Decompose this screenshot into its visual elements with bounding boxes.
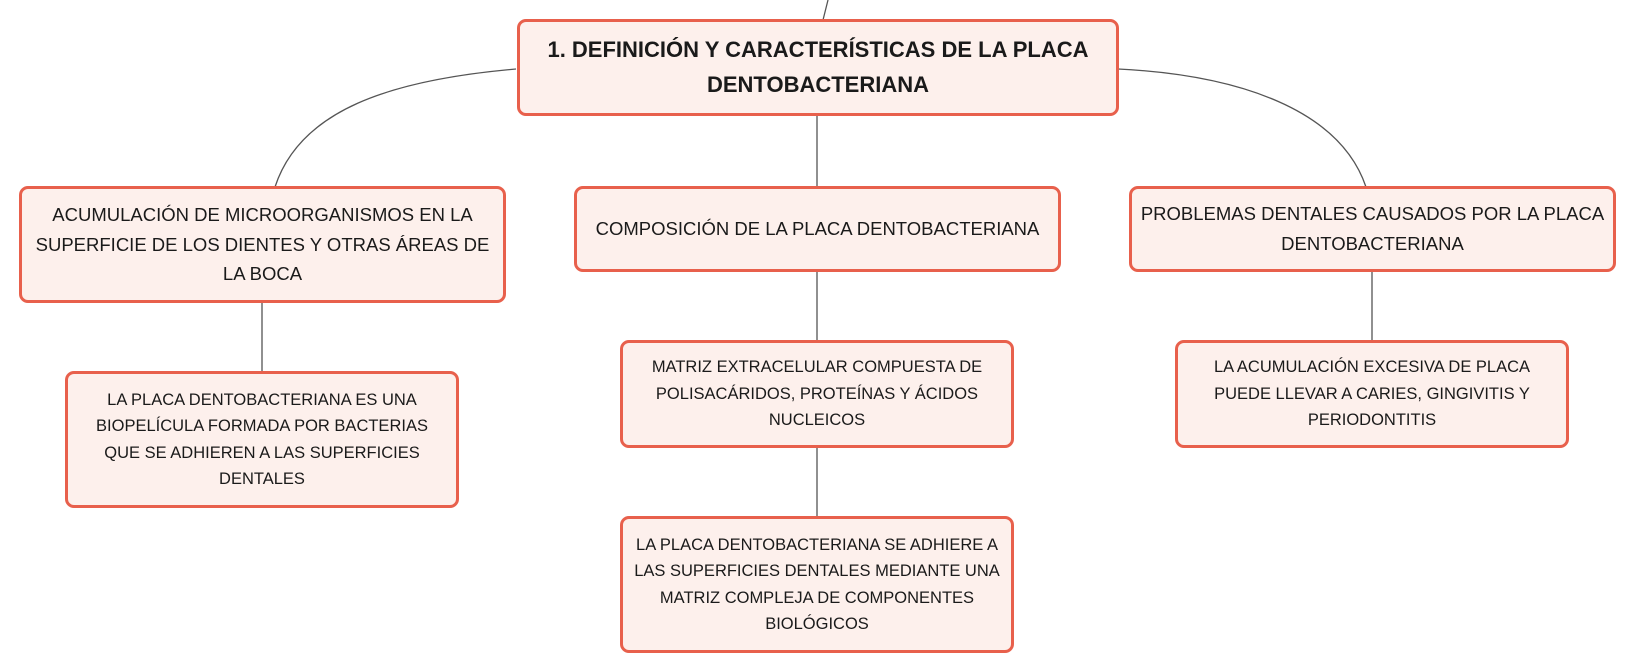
leaf-node-text: LA PLACA DENTOBACTERIANA SE ADHIERE A LAS SUPERFICIES DENTALES MEDIANTE UNA MATRIZ COMPLEJA DE COMPONENTES BIOLÓGICOS bbox=[634, 535, 1000, 633]
branch-node-text: COMPOSICIÓN DE LA PLACA DENTOBACTERIANA bbox=[595, 218, 1040, 240]
root-node-text: 1. DEFINICIÓN Y CARACTERÍSTICAS DE LA PLACA DENTOBACTERIANA bbox=[547, 37, 1089, 97]
leaf-node-biofilm[interactable] bbox=[65, 371, 459, 508]
leaf-node-extracellular-matrix[interactable] bbox=[620, 340, 1014, 448]
branch-node-text: PROBLEMAS DENTALES CAUSADOS POR LA PLACA DENTOBACTERIANA bbox=[1140, 203, 1605, 254]
leaf-node-dental-problems[interactable] bbox=[1175, 340, 1569, 448]
branch-node-problems[interactable] bbox=[1129, 186, 1616, 272]
connector-root-branch-1 bbox=[275, 69, 516, 187]
connector-to-parent bbox=[823, 0, 828, 20]
branch-node-composition[interactable] bbox=[574, 186, 1061, 272]
leaf-node-adhesion[interactable] bbox=[620, 516, 1014, 653]
root-node[interactable] bbox=[517, 19, 1119, 116]
leaf-node-text: MATRIZ EXTRACELULAR COMPUESTA DE POLISACÁRIDOS, PROTEÍNAS Y ÁCIDOS NUCLEICOS bbox=[651, 358, 983, 430]
leaf-node-text: LA PLACA DENTOBACTERIANA ES UNA BIOPELÍCULA FORMADA POR BACTERIAS QUE SE ADHIEREN A LAS SUPERFICIES DENTALES bbox=[96, 390, 428, 488]
leaf-node-text: LA ACUMULACIÓN EXCESIVA DE PLACA PUEDE LLEVAR A CARIES, GINGIVITIS Y PERIODONTITIS bbox=[1213, 358, 1531, 430]
connector-root-branch-3 bbox=[1118, 69, 1366, 187]
branch-node-accumulation[interactable] bbox=[19, 186, 506, 303]
branch-node-text: ACUMULACIÓN DE MICROORGANISMOS EN LA SUPERFICIE DE LOS DIENTES Y OTRAS ÁREAS DE LA BOCA bbox=[35, 204, 490, 285]
